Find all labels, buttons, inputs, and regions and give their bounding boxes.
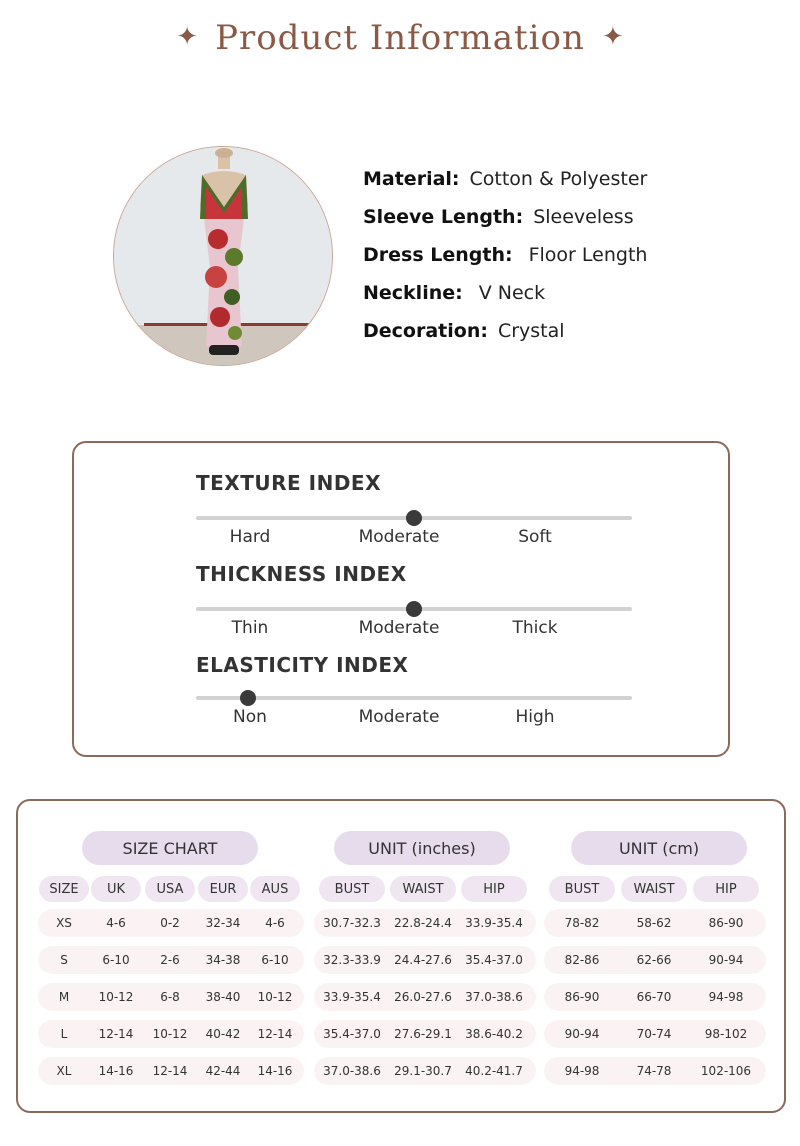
- index-label-high: Thick: [512, 618, 558, 638]
- table-cell: 94-98: [564, 1064, 600, 1078]
- table-cell: 22.8-24.4: [394, 916, 452, 930]
- index-label-high: High: [515, 707, 555, 727]
- table-cell: 26.0-27.6: [394, 990, 452, 1004]
- index-label-mid: Moderate: [358, 707, 440, 727]
- table-cell: 74-78: [636, 1064, 672, 1078]
- table-cell: XS: [56, 916, 72, 930]
- table-cell: 10-12: [152, 1027, 188, 1041]
- index-label-mid: Moderate: [358, 527, 440, 547]
- elasticity-index: [196, 653, 636, 727]
- product-photo: [113, 146, 333, 366]
- table-cell: 42-44: [205, 1064, 241, 1078]
- table-cell: 40-42: [205, 1027, 241, 1041]
- index-track: [196, 696, 632, 700]
- table-cell: 37.0-38.6: [465, 990, 523, 1004]
- table-cell: 102-106: [700, 1064, 752, 1078]
- table-cell: 29.1-30.7: [394, 1064, 452, 1078]
- size-col-header: USA: [145, 876, 195, 902]
- cm-col-header: BUST: [549, 876, 615, 902]
- table-cell: 24.4-27.6: [394, 953, 452, 967]
- page-title: Product Information: [215, 18, 585, 58]
- spec-key: Neckline:: [363, 282, 463, 304]
- size-col-header: SIZE: [39, 876, 89, 902]
- inch-col-header: BUST: [319, 876, 385, 902]
- table-cell: 4-6: [265, 916, 285, 930]
- table-cell: 6-10: [102, 953, 130, 967]
- table-cell: 4-6: [106, 916, 126, 930]
- table-cell: 34-38: [205, 953, 241, 967]
- size-chart-panel: [16, 799, 786, 1113]
- index-label-mid: Moderate: [358, 618, 440, 638]
- table-cell: 14-16: [98, 1064, 134, 1078]
- table-cell: S: [60, 953, 68, 967]
- index-title: ELASTICITY INDEX: [196, 653, 409, 677]
- table-cell: L: [60, 1027, 68, 1041]
- cm-col-header: WAIST: [621, 876, 687, 902]
- table-cell: XL: [56, 1064, 72, 1078]
- table-cell: 78-82: [564, 916, 600, 930]
- table-cell: 90-94: [708, 953, 744, 967]
- table-cell: 33.9-35.4: [465, 916, 523, 930]
- table-cell: 82-86: [564, 953, 600, 967]
- table-cell: M: [58, 990, 70, 1004]
- unit-inches-title: UNIT (inches): [334, 831, 510, 865]
- index-marker: [240, 690, 256, 706]
- size-col-header: UK: [91, 876, 141, 902]
- table-cell: 58-62: [636, 916, 672, 930]
- index-label-low: Thin: [231, 618, 269, 638]
- table-cell: 33.9-35.4: [323, 990, 381, 1004]
- table-cell: 10-12: [257, 990, 293, 1004]
- cm-col-header: HIP: [693, 876, 759, 902]
- table-cell: 98-102: [704, 1027, 748, 1041]
- page-header: [0, 18, 800, 58]
- spec-decoration: [363, 312, 647, 350]
- table-cell: 94-98: [708, 990, 744, 1004]
- table-cell: 70-74: [636, 1027, 672, 1041]
- spec-material: [363, 160, 647, 198]
- spec-sleeve-length: [363, 198, 647, 236]
- table-cell: 27.6-29.1: [394, 1027, 452, 1041]
- table-cell: 62-66: [636, 953, 672, 967]
- spec-value: Cotton & Polyester: [469, 168, 648, 190]
- table-cell: 38-40: [205, 990, 241, 1004]
- spec-key: Sleeve Length:: [363, 206, 524, 228]
- spec-value: V Neck: [478, 282, 546, 304]
- table-cell: 32.3-33.9: [323, 953, 381, 967]
- inch-col-header: HIP: [461, 876, 527, 902]
- index-marker: [406, 601, 422, 617]
- table-cell: 40.2-41.7: [465, 1064, 523, 1078]
- table-cell: 66-70: [636, 990, 672, 1004]
- table-cell: 6-8: [160, 990, 180, 1004]
- index-title: THICKNESS INDEX: [196, 562, 407, 586]
- table-cell: 12-14: [152, 1064, 188, 1078]
- fabric-index-panel: [72, 441, 730, 757]
- table-cell: 0-2: [160, 916, 180, 930]
- index-label-low: Hard: [229, 527, 271, 547]
- unit-cm-title: UNIT (cm): [571, 831, 747, 865]
- table-cell: 12-14: [98, 1027, 134, 1041]
- spec-value: Floor Length: [528, 244, 648, 266]
- table-cell: 2-6: [160, 953, 180, 967]
- dress-illustration: [114, 147, 333, 366]
- index-label-high: Soft: [518, 527, 552, 547]
- table-cell: 37.0-38.6: [323, 1064, 381, 1078]
- table-cell: 6-10: [261, 953, 289, 967]
- spec-value: Crystal: [497, 320, 565, 342]
- table-cell: 12-14: [257, 1027, 293, 1041]
- table-cell: 38.6-40.2: [465, 1027, 523, 1041]
- spec-dress-length: [363, 236, 647, 274]
- index-label-low: Non: [233, 707, 267, 727]
- table-cell: 32-34: [205, 916, 241, 930]
- table-cell: 86-90: [708, 916, 744, 930]
- size-col-header: AUS: [250, 876, 300, 902]
- thickness-index: [196, 562, 636, 638]
- texture-index: [196, 471, 636, 547]
- spec-key: Material:: [363, 168, 460, 190]
- product-spec-list: [363, 160, 647, 350]
- index-title: TEXTURE INDEX: [196, 471, 381, 495]
- spec-key: Dress Length:: [363, 244, 513, 266]
- table-cell: 90-94: [564, 1027, 600, 1041]
- table-cell: 35.4-37.0: [465, 953, 523, 967]
- size-chart-title: SIZE CHART: [82, 831, 258, 865]
- index-marker: [406, 510, 422, 526]
- sparkle-icon: ✦: [176, 22, 198, 52]
- table-cell: 30.7-32.3: [323, 916, 381, 930]
- table-cell: 86-90: [564, 990, 600, 1004]
- table-cell: 10-12: [98, 990, 134, 1004]
- inch-col-header: WAIST: [390, 876, 456, 902]
- spec-key: Decoration:: [363, 320, 488, 342]
- table-cell: 14-16: [257, 1064, 293, 1078]
- sparkle-icon: ✦: [602, 22, 624, 52]
- table-cell: 35.4-37.0: [323, 1027, 381, 1041]
- size-col-header: EUR: [198, 876, 248, 902]
- spec-neckline: [363, 274, 647, 312]
- spec-value: Sleeveless: [533, 206, 634, 228]
